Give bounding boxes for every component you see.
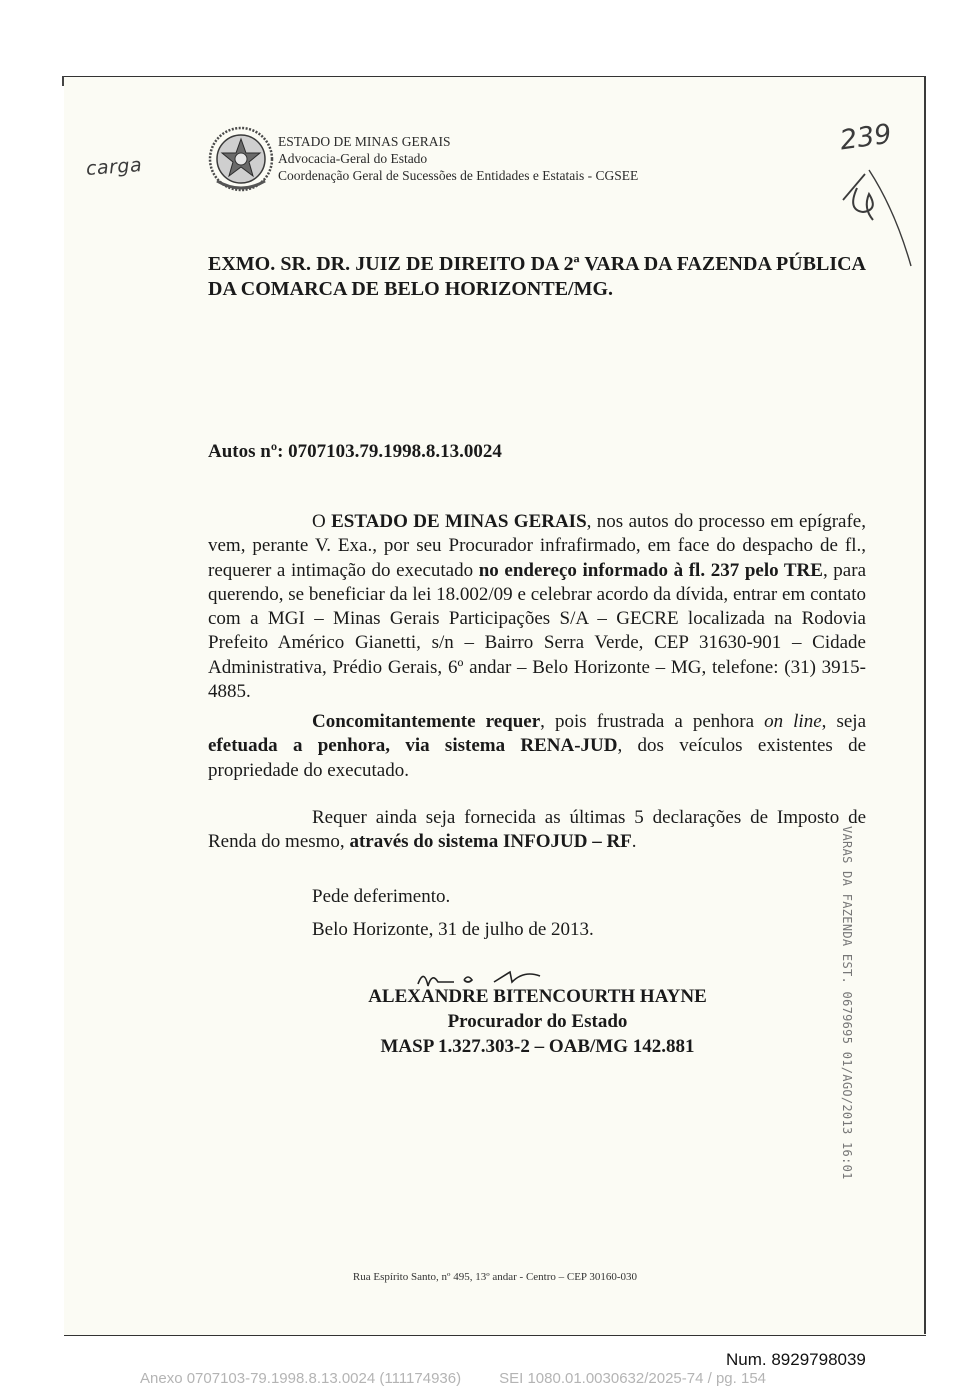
state-coat-of-arms-icon <box>207 123 275 195</box>
sei-reference: SEI 1080.01.0030632/2025-74 / pg. 154 <box>499 1370 767 1387</box>
paragraph-seizure: Concomitantemente requer, pois frustrada a penhora on line, seja efetuada a penhora, via sistema RENA-JUD, dos veículos existentes de propriedade do executado. <box>208 711 866 781</box>
letterhead-agency: Advocacia-Geral do Estado <box>278 151 428 166</box>
annex-watermark <box>140 1370 766 1387</box>
document-number: Num. 8929798039 <box>726 1350 866 1369</box>
place-date: Belo Horizonte, 31 de julho de 2013. <box>312 919 594 940</box>
handwritten-folio-number: 239 <box>838 118 894 157</box>
closing-request: Pede deferimento. <box>312 886 451 907</box>
footer-address: Rua Espírito Santo, nº 495, 13º andar - Centro – CEP 30160-030 <box>352 1271 638 1283</box>
addressee: EXMO. SR. DR. JUIZ DE DIREITO DA 2ª VARA DA FAZENDA PÚBLICA DA COMARCA DE BELO HORIZONTE/MG. <box>208 253 866 300</box>
protocol-stamp: VARAS DA FAZENDA EST. 0679695 01/AGO/2013 16:01 <box>840 826 854 1180</box>
scan-mark <box>62 76 64 86</box>
annex-reference: Anexo 0707103-79.1998.8.13.0024 (111174936) <box>140 1370 462 1387</box>
letterhead-state: ESTADO DE MINAS GERAIS <box>278 134 451 149</box>
signer-name: ALEXANDRE BITENCOURTH HAYNE <box>368 986 707 1007</box>
letterhead-department: Coordenação Geral de Sucessões de Entidades e Estatais - CGSEE <box>278 168 639 183</box>
paragraph-tax-records: Requer ainda seja fornecida as últimas 5 declarações de Imposto de Renda do mesmo, através do sistema INFOJUD – RF. <box>208 807 866 853</box>
page-edge-shadow <box>924 76 926 1334</box>
paragraph-request: O ESTADO DE MINAS GERAIS, nos autos do processo em epígrafe, vem, perante V. Exa., por seu Procurador infrafirmado, em face do despacho de fl., requerer a intimação do executado no endereço informado à fl. 237 pelo TRE, para querendo, se beneficiar da lei 18.002/09 e celebrar acordo da dívida, entrar em contato com a MGI – Minas Gerais Participações S/A – GECRE localizada na Rodovia Prefeito Américo Gianetti, s/n – Bairro Serra Verde, CEP 31630-901 – Cidade Administrativa, Prédio Gerais, 6º andar – Belo Horizonte – MG, telefone: (31) 3915-4885. <box>208 511 866 703</box>
letterhead <box>278 133 638 184</box>
signer-registration: MASP 1.327.303-2 – OAB/MG 142.881 <box>380 1036 695 1057</box>
handwritten-note: carga <box>85 154 143 180</box>
signer-title: Procurador do Estado <box>447 1011 628 1032</box>
case-number: Autos nº: 0707103.79.1998.8.13.0024 <box>208 441 502 462</box>
